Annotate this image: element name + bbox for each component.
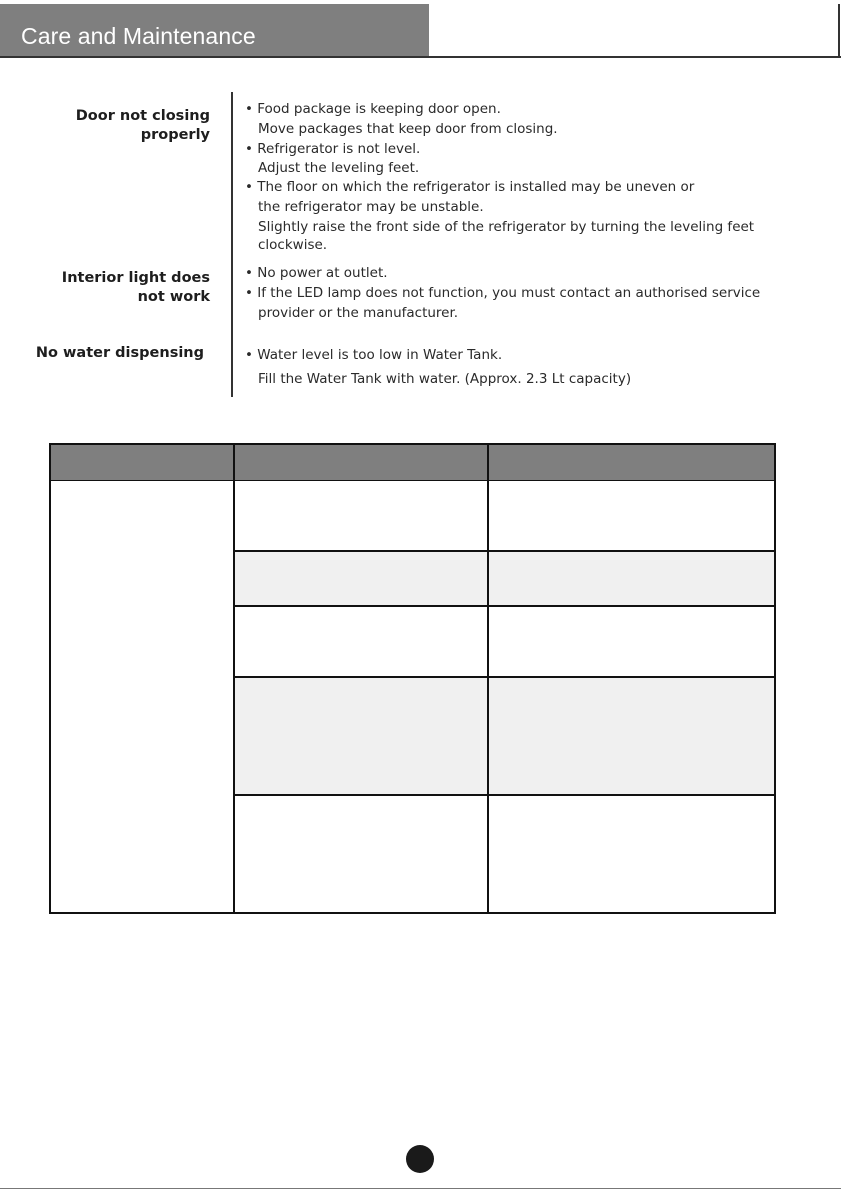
solution-line: • If the LED lamp does not function, you must contact an authorised service xyxy=(245,285,761,301)
problem-line: No water dispensing xyxy=(35,345,204,361)
solution-line: the refrigerator may be unstable. xyxy=(258,199,484,215)
solution-line: • The floor on which the refrigerator is installed may be uneven or xyxy=(245,179,695,195)
page-title: Care and Maintenance xyxy=(21,23,256,49)
problem-label-water xyxy=(36,344,204,363)
problem-line: Door not closing xyxy=(75,108,210,124)
solution-line: Move packages that keep door from closing. xyxy=(258,121,558,137)
solution-line: Fill the Water Tank with water. (Approx. 2.3 Lt capacity) xyxy=(258,371,632,387)
table-row-divider xyxy=(235,676,774,678)
table-row-divider xyxy=(235,550,774,552)
table-column-divider xyxy=(233,445,235,912)
solution-line: provider or the manufacturer. xyxy=(258,305,459,321)
solution-line: Adjust the leveling feet. xyxy=(258,160,420,176)
table-row-divider xyxy=(235,794,774,796)
solution-line: • Food package is keeping door open. xyxy=(245,101,501,117)
table-row-shade xyxy=(235,677,774,794)
problem-label-door xyxy=(76,107,210,145)
problem-label-light xyxy=(62,269,210,307)
problem-line: properly xyxy=(140,127,210,143)
table-row-divider xyxy=(235,605,774,607)
header-rule xyxy=(0,56,841,58)
header-bar xyxy=(0,4,429,57)
column-divider xyxy=(231,92,233,397)
page-number-dot xyxy=(406,1145,434,1173)
solution-line: Slightly raise the front side of the refrigerator by turning the leveling feet xyxy=(258,219,755,235)
header-edge xyxy=(838,4,840,57)
solution-line: • Refrigerator is not level. xyxy=(245,141,421,157)
problem-line: not work xyxy=(137,289,210,305)
table-row-shade xyxy=(235,551,774,605)
problem-line: Interior light does xyxy=(61,270,210,286)
bottom-edge-line xyxy=(0,1188,841,1189)
table-column-divider xyxy=(487,445,489,912)
solution-line: • No power at outlet. xyxy=(245,265,388,281)
empty-table xyxy=(49,443,776,914)
table-header-row xyxy=(51,445,774,481)
solution-line: • Water level is too low in Water Tank. xyxy=(245,347,503,363)
solution-line: clockwise. xyxy=(258,237,328,253)
